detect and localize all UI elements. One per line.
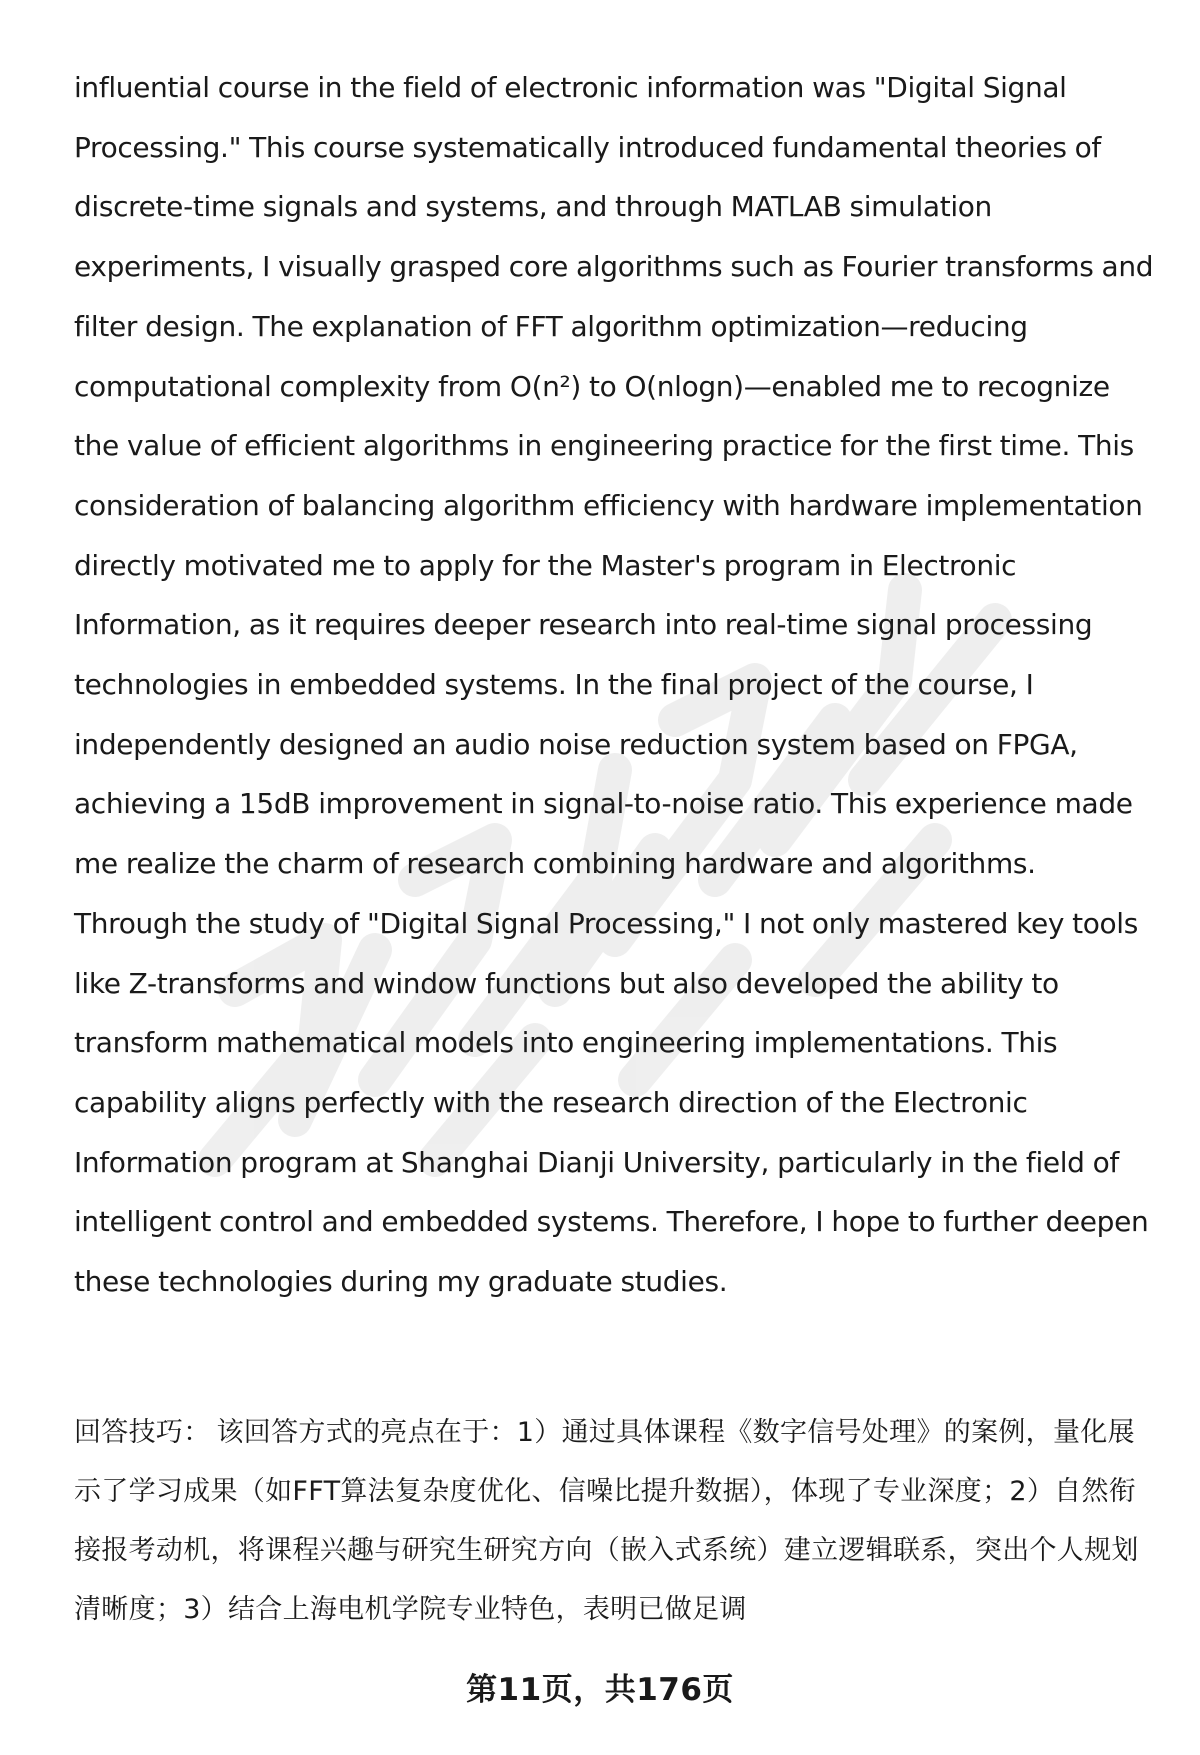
tips-text: 该回答方式的亮点在于：1）通过具体课程《数字信号处理》的案例，量化展示了学习成果（如FFT算法复杂度优化、信噪比提升数据），体现了专业深度；2）自然衔接报考动机，将课程兴趣与研究生研究方向（嵌入式系统）建立逻辑联系，突出个人规划清晰度；3）结合上海电机学院专业特色，表明已做足调 bbox=[74, 1417, 1139, 1625]
answer-paragraph: influential course in the field of electronic information was "Digital Signal Processing." This course systematically introduced fundamental theories of discrete-time signals and systems, and through MATLAB simulation experiments, I visually grasped core algorithms such as Fourier transforms and filter design. The explanation of FFT algorithm optimization—reducing computational complexity from O(n²) to O(nlogn)—enabled me to recognize the value of efficient algorithms in engineering practice for the first time. This consideration of balancing algorithm efficiency with hardware implementation directly motivated me to apply for the Master's program in Electronic Information, as it requires deeper research into real-time signal processing technologies in embedded systems. In the final project of the course, I independently designed an audio noise reduction system based on FPGA, achieving a 15dB improvement in signal-to-noise ratio. This experience made me realize the charm of research combining hardware and algorithms. Through the study of "Digital Signal Processing," I not only mastered key tools like Z-transforms and window functions but also developed the ability to transform mathematical models into engineering implementations. This capability aligns perfectly with the research direction of the Electronic Information program at Shanghai Dianji University, particularly in the field of intelligent control and embedded systems. Therefore, I hope to further deepen these technologies during my graduate studies. bbox=[74, 71, 1154, 1299]
tips-label: 回答技巧： bbox=[74, 1417, 211, 1448]
answer-tips bbox=[74, 1403, 1144, 1639]
page-number-footer: 第11页，共176页 bbox=[466, 1672, 734, 1708]
